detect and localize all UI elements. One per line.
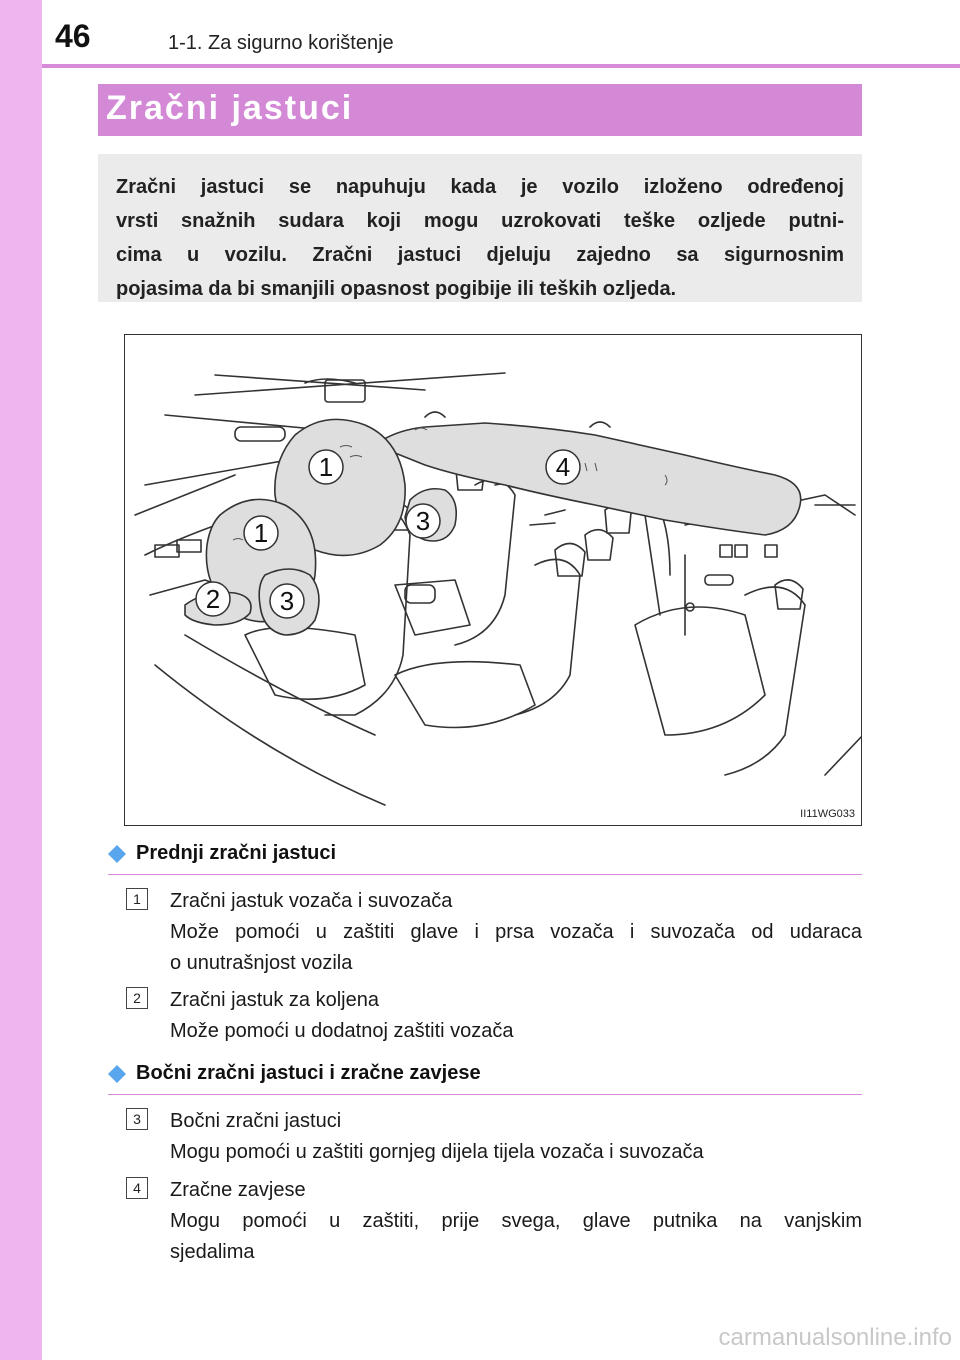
diamond-bullet-icon xyxy=(108,845,126,863)
item-body xyxy=(170,985,862,1047)
callout-3-passenger-side xyxy=(406,504,440,538)
callout-4-curtain xyxy=(546,450,580,484)
item-title: Zračne zavjese xyxy=(170,1179,306,1201)
item-number-badge: 3 xyxy=(126,1108,148,1130)
diamond-bullet-icon xyxy=(108,1065,126,1083)
item-body xyxy=(170,886,862,979)
item-body xyxy=(170,1175,862,1268)
intro-line: pojasima da bi smanjili opasnost pogibije ili teških ozljeda. xyxy=(116,278,677,300)
item-line: Mogu pomoći u zaštiti gornjeg dijela tijela vozača i suvozača xyxy=(170,1141,704,1163)
intro-line: cima u vozilu. Zračni jastuci djeluju zajedno sa sigurnosnim xyxy=(116,244,844,266)
section-heading-side-airbags xyxy=(108,1062,481,1085)
page-number: 46 xyxy=(55,18,91,54)
section-rule xyxy=(108,874,862,875)
item-number-badge: 1 xyxy=(126,888,148,910)
svg-text:3: 3 xyxy=(415,506,431,536)
intro-line: Zračni jastuci se napuhuju kada je vozilo izloženo određenoj xyxy=(116,176,844,198)
title-band xyxy=(98,84,862,136)
svg-text:3: 3 xyxy=(279,586,295,616)
item-line: Može pomoći u zaštiti glave i prsa vozača i suvozača od udaraca xyxy=(170,921,862,943)
callout-1-passenger xyxy=(309,450,343,484)
intro-text xyxy=(116,170,844,306)
callout-2-knee xyxy=(196,582,230,616)
callout-3-driver-side xyxy=(270,584,304,618)
intro-box xyxy=(98,154,862,302)
item-line: Može pomoći u dodatnoj zaštiti vozača xyxy=(170,1020,514,1042)
section-label: 1-1. Za sigurno korištenje xyxy=(168,32,394,54)
svg-text:2: 2 xyxy=(205,584,221,614)
item-line: o unutrašnjost vozila xyxy=(170,952,353,974)
section-heading-text: Bočni zračni jastuci i zračne zavjese xyxy=(136,1062,481,1084)
side-tab xyxy=(0,0,42,1360)
svg-text:4: 4 xyxy=(555,452,571,482)
airbag-illustration xyxy=(124,334,862,826)
section-rule xyxy=(108,1094,862,1095)
svg-text:1: 1 xyxy=(253,518,269,548)
car-interior-drawing xyxy=(125,335,862,826)
item-title: Zračni jastuk za koljena xyxy=(170,989,379,1011)
item-title: Zračni jastuk vozača i suvozača xyxy=(170,890,453,912)
footer-watermark: carmanualsonline.info xyxy=(718,1324,952,1351)
section-heading-front-airbags xyxy=(108,842,336,865)
figure-code: II11WG033 xyxy=(800,808,855,820)
svg-text:1: 1 xyxy=(318,452,334,482)
item-number-badge: 4 xyxy=(126,1177,148,1199)
item-line: sjedalima xyxy=(170,1241,255,1263)
callout-1-driver xyxy=(244,516,278,550)
item-title: Bočni zračni jastuci xyxy=(170,1110,342,1132)
page-title: Zračni jastuci xyxy=(106,89,354,127)
item-body xyxy=(170,1106,862,1168)
item-number-badge: 2 xyxy=(126,987,148,1009)
intro-line: vrsti snažnih sudara koji mogu uzrokovati teške ozljede putni- xyxy=(116,210,844,232)
header-rule xyxy=(42,64,960,68)
section-heading-text: Prednji zračni jastuci xyxy=(136,842,337,864)
item-line: Mogu pomoći u zaštiti, prije svega, glave putnika na vanjskim xyxy=(170,1210,862,1232)
